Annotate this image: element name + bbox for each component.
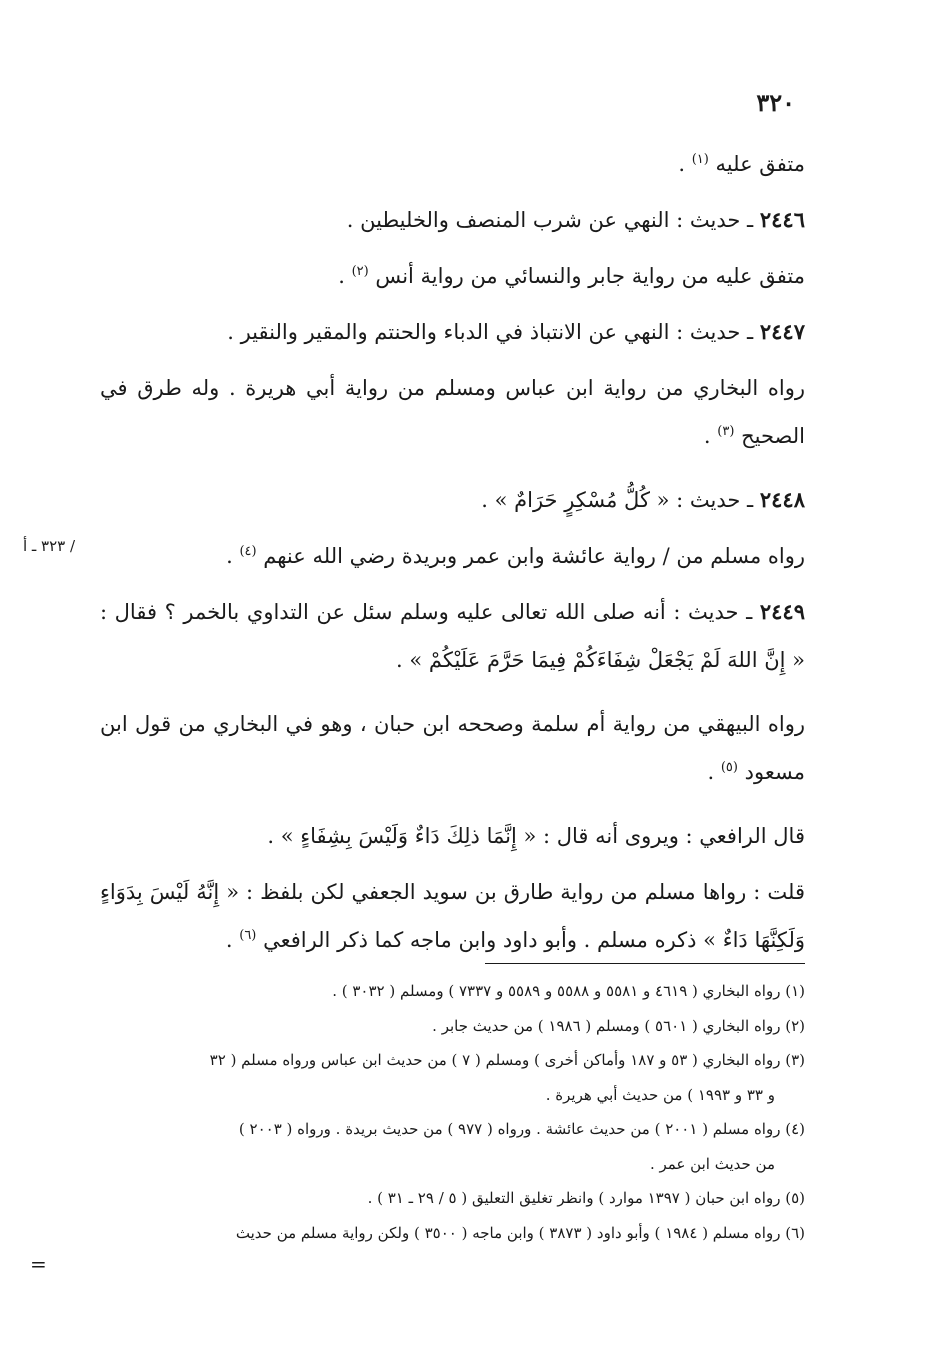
footnote-3-continued: و ٣٣ و ١٩٩٣ ) من حديث أبي هريرة .	[545, 1085, 775, 1104]
footnote-ref: (٣)	[717, 424, 735, 439]
paragraph-takhrij-2448: رواه مسلم من / رواية عائشة وابن عمر وبريدة رضي الله عنهم $^{(٤)}$ .	[226, 544, 805, 568]
paragraph-muttafaq: متفق عليه $^{(١)}$ .	[678, 152, 805, 176]
paragraph-takhrij-2447: رواه البخاري من رواية ابن عباس ومسلم من رواية أبي هريرة . وله طرق في الصحيح $^{(٣)}$ .	[100, 376, 805, 448]
footnote-4: (٤) رواه مسلم ( ٢٠٠١ ) من حديث عائشة . ورواه ( ٩٧٧ ) من حديث بريدة . ورواه ( ٢٠٠٣ )	[238, 1120, 805, 1138]
footnote-ref: (٢)	[351, 264, 369, 279]
hadith-2449: ٢٤٤٩ ـ حديث : أنه صلى الله تعالى عليه وسلم سئل عن التداوي بالخمر ؟ فقال : « إِنَّ اللهَ لَمْ يَجْعَلْ شِفَاءَكُمْ فِيمَا حَرَّمَ عَلَيْكُمْ » .	[100, 599, 805, 672]
footnote-3: (٣) رواه البخاري ( ٥٣ و ١٨٧ وأماكن أخرى ) ومسلم ( ٧ ) من حديث ابن عباس ورواه مسلم ( ٣٢	[209, 1051, 805, 1069]
footnote-ref: (١)	[691, 152, 709, 167]
footnote-4-continued: من حديث ابن عمر .	[649, 1154, 775, 1173]
hadith-2448: ٢٤٤٨ ـ حديث : « كُلُّ مُسْكِرٍ حَرَامٌ » .	[481, 487, 805, 512]
hadith-number: ٢٤٤٦	[759, 207, 805, 232]
footnote-2: (٢) رواه البخاري ( ٥٦٠١ ) ومسلم ( ١٩٨٦ ) من حديث جابر .	[432, 1016, 805, 1035]
footnote-6: (٦) رواه مسلم ( ١٩٨٤ ) وأبو داود ( ٣٨٧٣ ) وابن ماجه ( ٣٥٠٠ ) ولكن رواية مسلم من حديث	[235, 1223, 805, 1242]
hadith-number: ٢٤٤٧	[759, 319, 805, 344]
hadith-2447: ٢٤٤٧ ـ حديث : النهي عن الانتباذ في الدباء والحنتم والمقير والنقير .	[227, 319, 805, 344]
footnote-ref: (٥)	[720, 760, 738, 775]
footnote-ref: (٦)	[239, 928, 257, 943]
paragraph-rafii: قال الرافعي : ويروى أنه قال : « إِنَّمَا ذلِكَ دَاءٌ وَلَيْسَ بِشِفَاءٍ » .	[267, 824, 805, 848]
page-number: ٣٢٠	[756, 88, 795, 117]
hadith-2446: ٢٤٤٦ ـ حديث : النهي عن شرب المنصف والخليطين .	[346, 207, 805, 232]
footnote-5: (٥) رواه ابن حبان ( ١٣٩٧ موارد ) وانظر تغليق التعليق ( ٥ / ٢٩ ـ ٣١ ) .	[367, 1189, 805, 1207]
hadith-number: ٢٤٤٩	[759, 599, 805, 624]
footnote-ref: (٤)	[239, 544, 257, 559]
main-text	[100, 140, 805, 980]
paragraph-qultu: قلت : رواها مسلم من رواية طارق بن سويد الجعفي لكن بلفظ : « إِنَّهُ لَيْسَ بِدَوَاءٍ وَلَكِنَّهَا دَاءٌ » ذكره مسلم . وأبو داود وابن ماجه كما ذكر الرافعي $^{(٦)}$ .	[100, 880, 805, 952]
footnote-separator	[485, 963, 805, 964]
manuscript-folio-marker: / ٣٢٣ ـ أ	[22, 537, 76, 555]
footnote-1: (١) رواه البخاري ( ٤٦١٩ و ٥٥٨١ و ٥٥٨٨ و ٥٥٨٩ و ٧٣٣٧ ) ومسلم ( ٣٠٣٢ ) .	[332, 982, 805, 1000]
paragraph-takhrij-2449: رواه البيهقي من رواية أم سلمة وصححه ابن حبان ، وهو في البخاري من قول ابن مسعود $^{(٥)}$ .	[100, 712, 805, 784]
footnotes	[100, 974, 805, 1250]
continuation-mark: =	[30, 1252, 47, 1276]
paragraph-takhrij-2446: متفق عليه من رواية جابر والنسائي من رواية أنس $^{(٢)}$ .	[338, 264, 805, 288]
hadith-number: ٢٤٤٨	[759, 487, 805, 512]
